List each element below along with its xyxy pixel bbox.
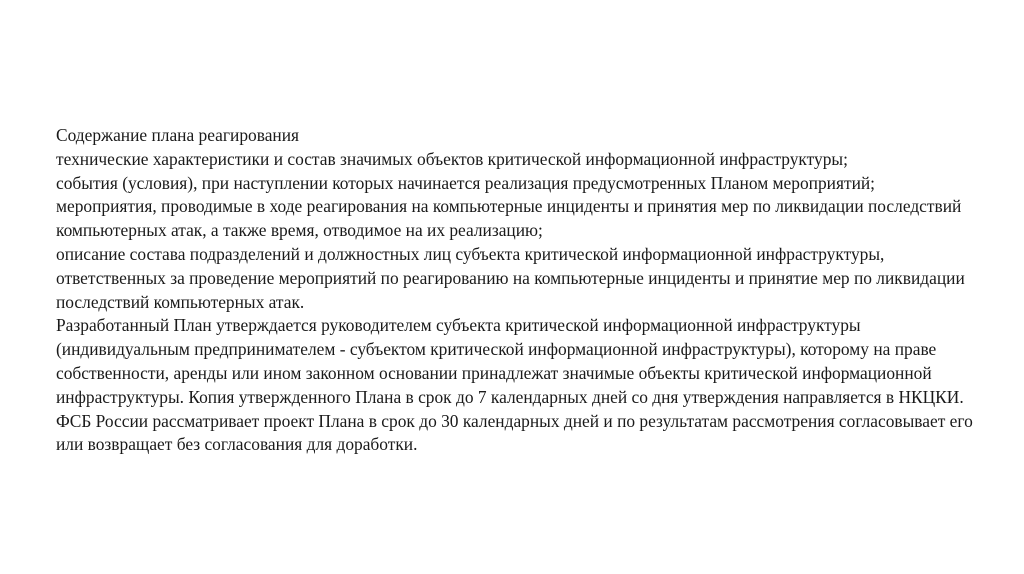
plan-item-measures: мероприятия, проводимые в ходе реагирования на компьютерные инциденты и принятия мер по ликвидации последствий компьютерных атак, а также время, отводимое на их реализацию;	[56, 196, 962, 241]
plan-item-events: события (условия), при наступлении которых начинается реализация предусмотренных Планом мероприятий;	[56, 172, 876, 193]
approval-paragraph: Разработанный План утверждается руководителем субъекта критической информационной инфраструктуры (индивидуальным предпринимателем - субъектом критической информационной инфраструктуры), которому на праве собственности, аренды или ином законном основании принадлежат значимые объекты критической информационной инфраструктуры. Копия утвержденного Плана в срок до 7 календарных дней со дня утверждения направляется в НКЦКИ.	[56, 315, 964, 407]
fsb-paragraph: ФСБ России рассматривает проект Плана в срок до 30 календарных дней и по результатам рассмотрения согласовывает его или возвращает без согласования для доработки.	[56, 410, 973, 455]
plan-item-personnel: описание состава подразделений и должностных лиц субъекта критической информационной инфраструктуры, ответственных за проведение мероприятий по реагированию на компьютерные инциденты и принятие мер по ликвидации последствий компьютерных атак.	[56, 243, 965, 312]
plan-heading: Содержание плана реагирования	[56, 125, 300, 145]
plan-item-technical: технические характеристики и состав значимых объектов критической информационной инфраструктуры;	[56, 148, 848, 169]
slide-text	[56, 124, 986, 457]
